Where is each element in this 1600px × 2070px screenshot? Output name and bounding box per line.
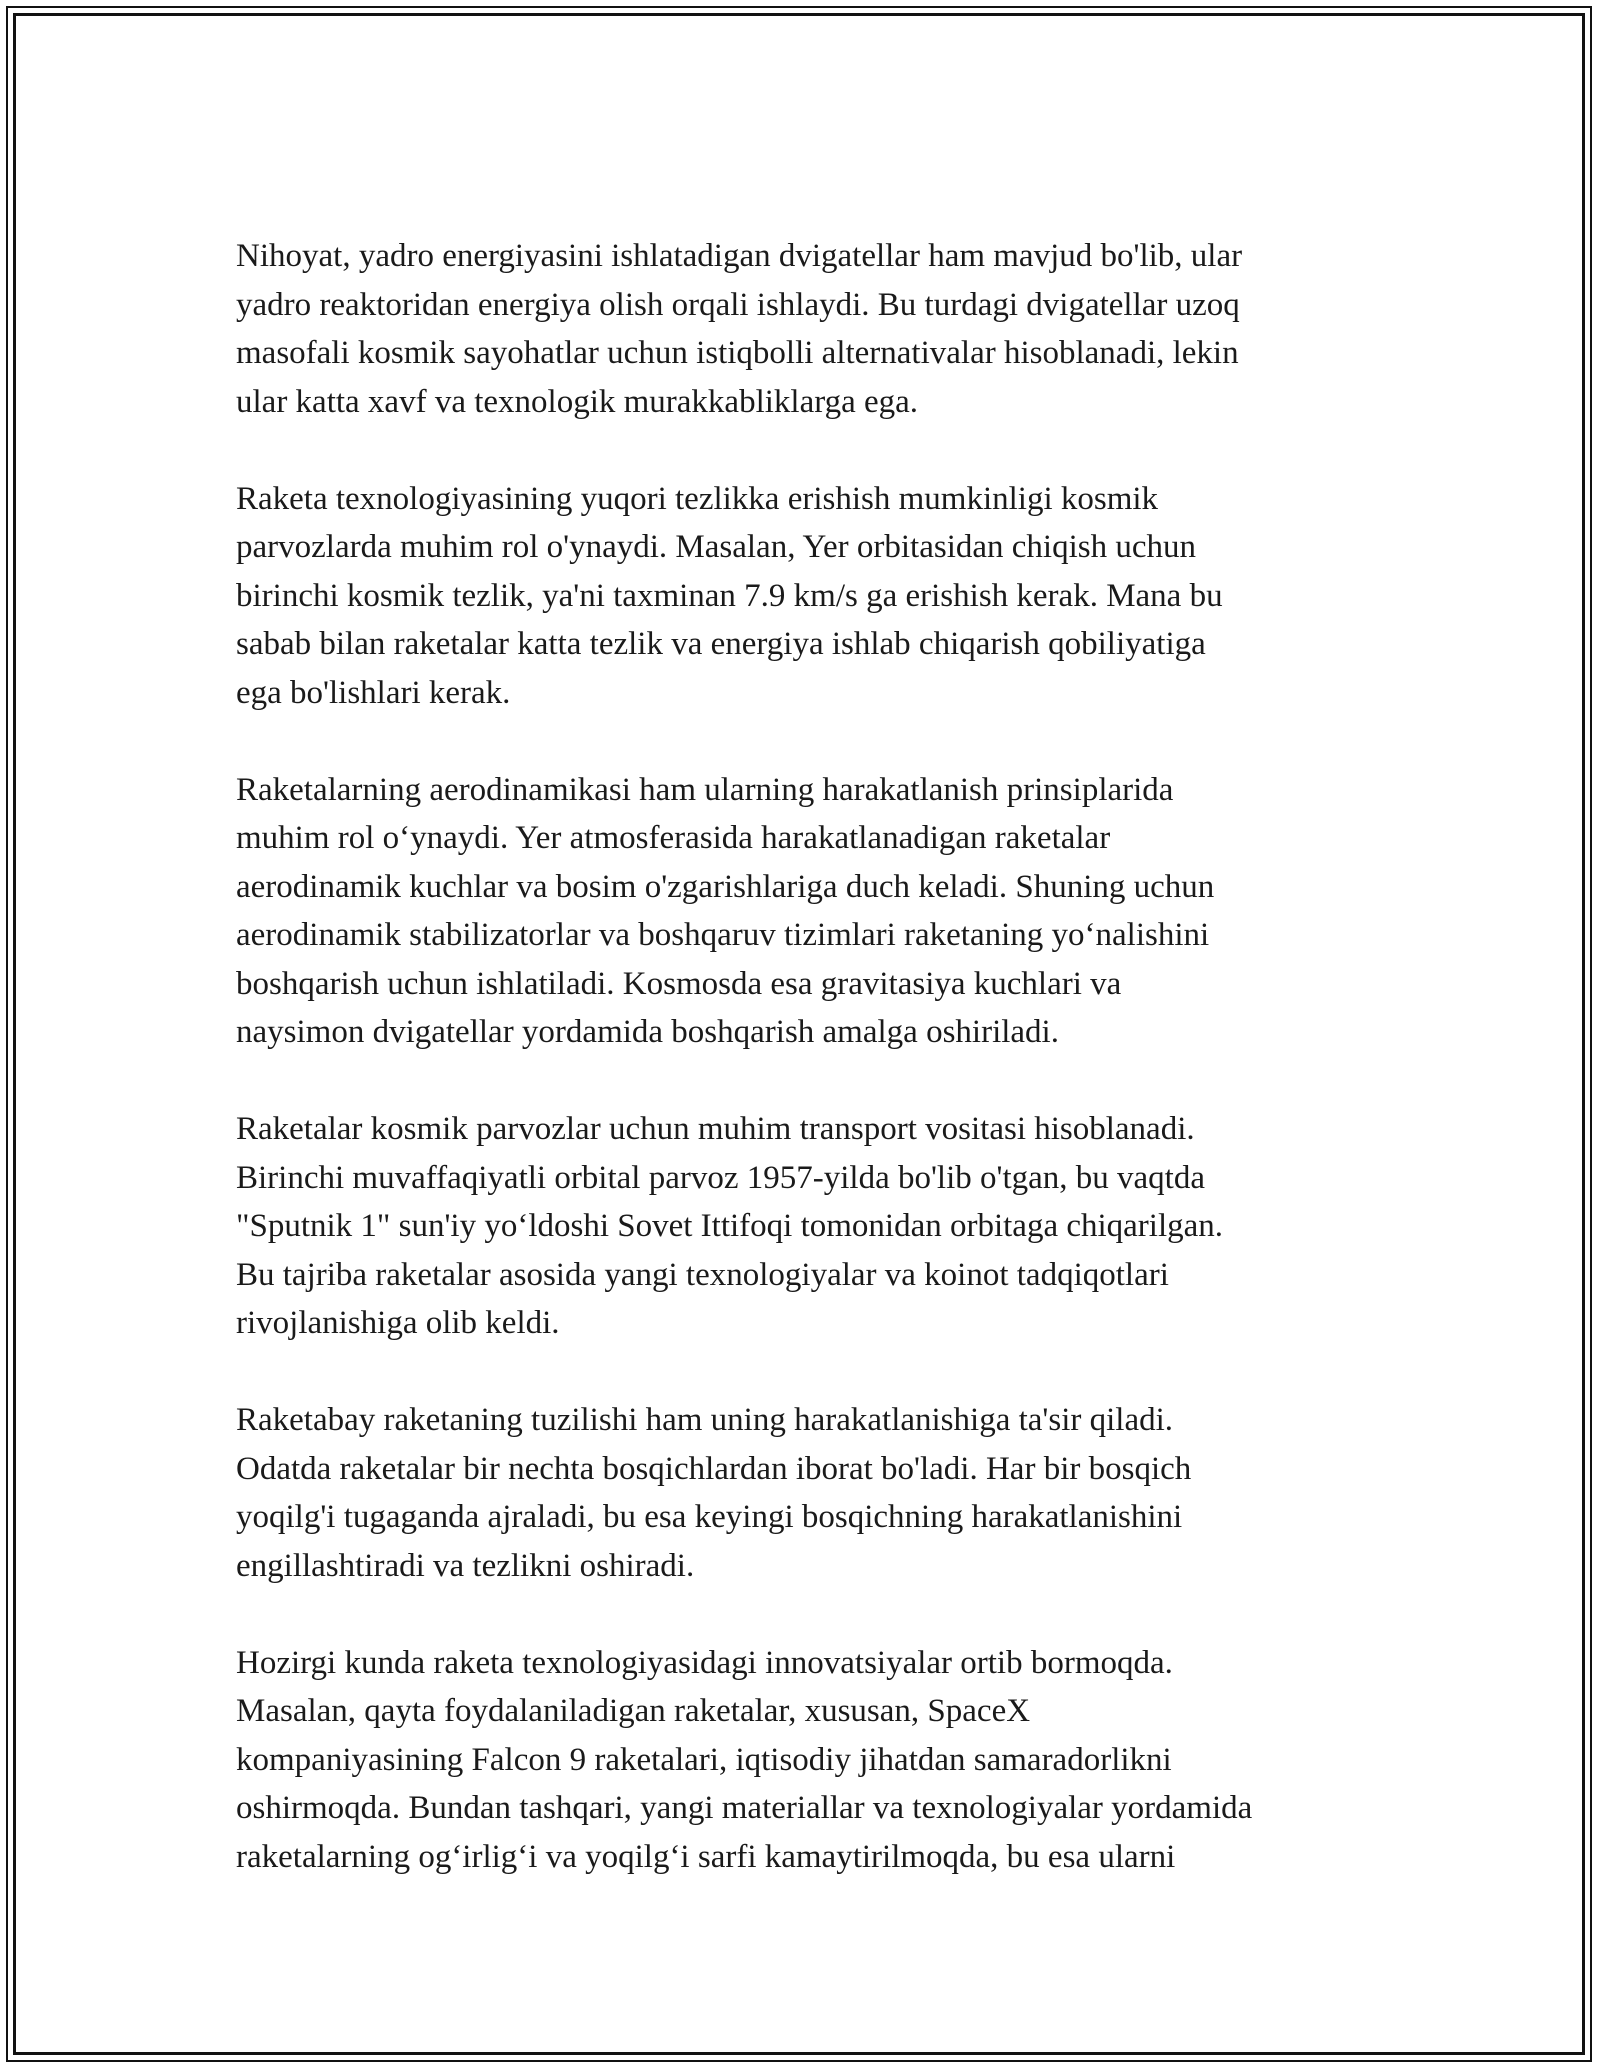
text-line: aerodinamik stabilizatorlar va boshqaruv tizimlari raketaning yo‘nalishini: [236, 917, 1210, 953]
paragraph-high-speed: [236, 475, 1376, 718]
text-line: oshirmoqda. Bundan tashqari, yangi materiallar va texnologiyalar yordamida: [236, 1790, 1253, 1826]
text-line: Raketalar kosmik parvozlar uchun muhim transport vositasi hisoblanadi.: [236, 1111, 1195, 1147]
text-line: engillashtiradi va tezlikni oshiradi.: [236, 1547, 695, 1584]
text-line: naysimon dvigatellar yordamida boshqarish amalga oshiriladi.: [236, 1014, 1059, 1050]
text-line: Odatda raketalar bir nechta bosqichlardan iborat bo'ladi. Har bir bosqich: [236, 1450, 1192, 1487]
text-line: sabab bilan raketalar katta tezlik va energiya ishlab chiqarish qobiliyatiga: [236, 626, 1206, 662]
text-line: Bu tajriba raketalar asosida yangi texnologiyalar va koinot tadqiqotlari: [236, 1256, 1169, 1293]
text-line: yadro reaktoridan energiya olish orqali ishlaydi. Bu turdagi dvigatellar uzoq: [236, 286, 1240, 323]
text-line: rivojlanishiga olib keldi.: [236, 1305, 560, 1341]
text-line: yoqilg'i tugaganda ajraladi, bu esa keyingi bosqichning harakatlanishini: [236, 1499, 1183, 1535]
paragraph-transport: [236, 1105, 1376, 1348]
text-line: parvozlarda muhim rol o'ynaydi. Masalan, Yer orbitasidan chiqish uchun: [236, 529, 1196, 565]
text-line: aerodinamik kuchlar va bosim o'zgarishlariga duch keladi. Shuning uchun: [236, 868, 1215, 905]
paragraph-innovations: [236, 1639, 1376, 1882]
text-line: birinchi kosmik tezlik, ya'ni taxminan 7.9 km/s ga erishish kerak. Mana bu: [236, 577, 1223, 614]
text-line: Masalan, qayta foydalaniladigan raketalar, xususan, SpaceX: [236, 1693, 1031, 1729]
paragraph-structure: [236, 1396, 1376, 1590]
text-line: raketalarning og‘irlig‘i va yoqilg‘i sarfi kamaytirilmoqda, bu esa ularni: [236, 1838, 1176, 1875]
text-line: ular katta xavf va texnologik murakkabliklarga ega.: [236, 383, 919, 420]
text-line: Raketabay raketaning tuzilishi ham uning harakatlanishiga ta'sir qiladi.: [236, 1402, 1174, 1438]
text-line: Birinchi muvaffaqiyatli orbital parvoz 1957-yilda bo'lib o'tgan, bu vaqtda: [236, 1159, 1205, 1196]
text-line: Nihoyat, yadro energiyasini ishlatadigan dvigatellar ham mavjud bo'lib, ular: [236, 238, 1243, 274]
paragraph-aerodynamics: [236, 766, 1376, 1057]
text-line: boshqarish uchun ishlatiladi. Kosmosda esa gravitasiya kuchlari va: [236, 965, 1122, 1002]
text-line: Raketalarning aerodinamikasi ham ularning harakatlanish prinsiplarida: [236, 771, 1174, 808]
text-line: muhim rol o‘ynaydi. Yer atmosferasida harakatlanadigan raketalar: [236, 820, 1111, 856]
paragraph-nuclear-engines: [236, 232, 1376, 426]
text-line: Raketa texnologiyasining yuqori tezlikka erishish mumkinligi kosmik: [236, 480, 1159, 517]
text-line: ega bo'lishlari kerak.: [236, 674, 511, 711]
text-line: Hozirgi kunda raketa texnologiyasidagi innovatsiyalar ortib bormoqda.: [236, 1644, 1173, 1681]
document-body: [236, 232, 1376, 1930]
text-line: kompaniyasining Falcon 9 raketalari, iqtisodiy jihatdan samaradorlikni: [236, 1741, 1172, 1778]
text-line: "Sputnik 1" sun'iy yo‘ldoshi Sovet Ittifoqi tomonidan orbitaga chiqarilgan.: [236, 1208, 1224, 1244]
text-line: masofali kosmik sayohatlar uchun istiqbolli alternativalar hisoblanadi, lekin: [236, 335, 1239, 371]
